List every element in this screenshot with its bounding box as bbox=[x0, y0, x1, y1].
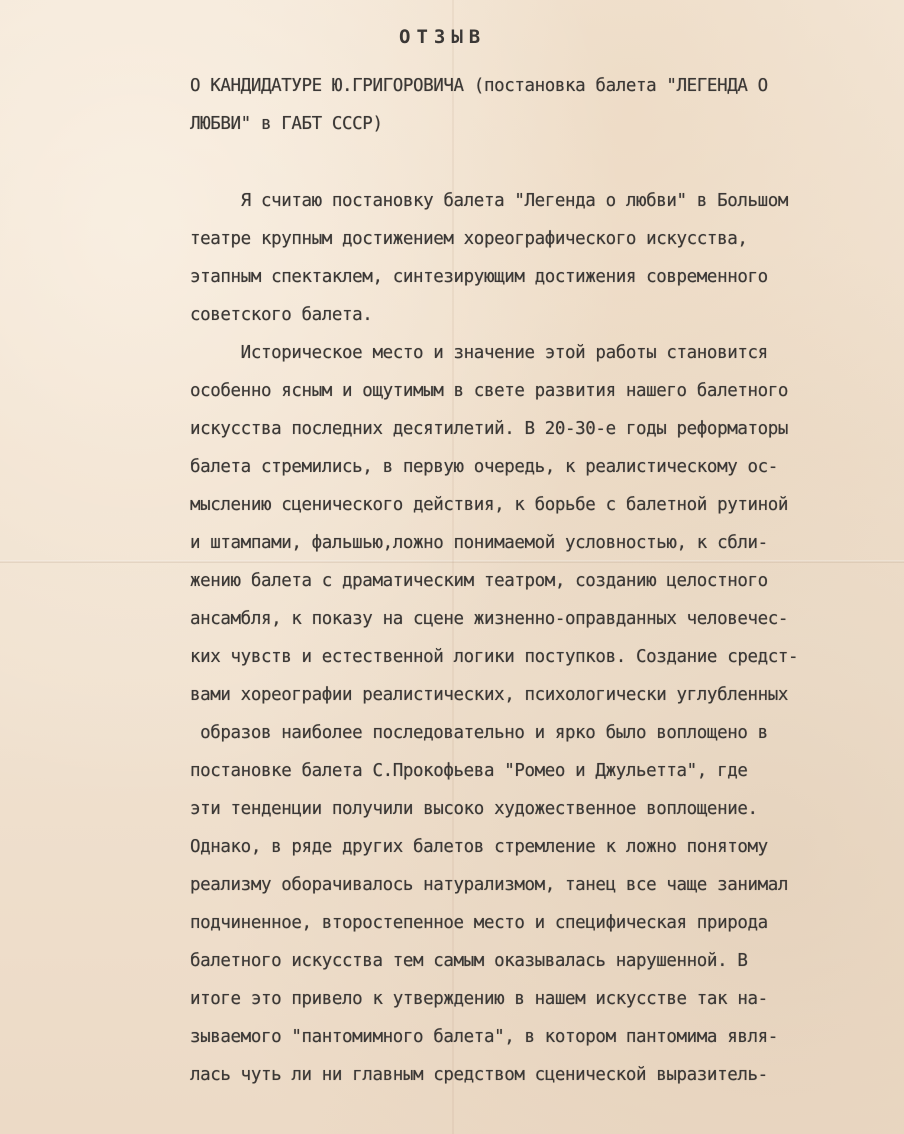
body-line: ких чувств и естественной логики поступков. Создание средст- bbox=[190, 647, 799, 667]
body-line: подчиненное, второстепенное место и специфическая природа bbox=[190, 913, 768, 933]
document-heading: ОТЗЫВ bbox=[399, 26, 487, 48]
body-line: особенно ясным и ощутимым в свете развития нашего балетного bbox=[190, 381, 789, 401]
subject-line: О КАНДИДАТУРЕ Ю.ГРИГОРОВИЧА (постановка балета "ЛЕГЕНДА О bbox=[190, 76, 768, 96]
body-line: искусства последних десятилетий. В 20-30-е годы реформаторы bbox=[190, 419, 789, 439]
body-line: жению балета с драматическим театром, созданию целостного bbox=[190, 571, 768, 591]
body-line: зываемого "пантомимного балета", в котором пантомима явля- bbox=[190, 1027, 778, 1047]
body-line: реализму оборачивалось натурализмом, танец все чаще занимал bbox=[190, 875, 789, 895]
body-line: Однако, в ряде других балетов стремление к ложно понятому bbox=[190, 837, 768, 857]
body-line: Я считаю постановку балета "Легенда о любви" в Большом bbox=[190, 191, 789, 211]
body-line: итоге это привело к утверждению в нашем искусстве так на- bbox=[190, 989, 768, 1009]
body-line: образов наиболее последовательно и ярко было воплощено в bbox=[190, 723, 768, 743]
body-line: ансамбля, к показу на сцене жизненно-оправданных человечес- bbox=[190, 609, 789, 629]
body-line: Историческое место и значение этой работы становится bbox=[190, 343, 768, 363]
body-line: балета стремились, в первую очередь, к реалистическому ос- bbox=[190, 457, 778, 477]
body-line: балетного искусства тем самым оказывалась нарушенной. В bbox=[190, 951, 748, 971]
subject-line: ЛЮБВИ" в ГАБТ СССР) bbox=[190, 114, 383, 134]
body-line: советского балета. bbox=[190, 305, 373, 325]
body-line: вами хореографии реалистических, психологически углубленных bbox=[190, 685, 789, 705]
body-line: и штампами, фальшью,ложно понимаемой условностью, к сбли- bbox=[190, 533, 768, 553]
body-line: эти тенденции получили высоко художественное воплощение. bbox=[190, 799, 758, 819]
body-line: театре крупным достижением хореографического искусства, bbox=[190, 229, 748, 249]
body-line: мыслению сценического действия, к борьбе с балетной рутиной bbox=[190, 495, 789, 515]
body-line: лась чуть ли ни главным средством сценической выразитель- bbox=[190, 1065, 768, 1085]
body-line: этапным спектаклем, синтезирующим достижения современного bbox=[190, 267, 768, 287]
body-line: постановке балета С.Прокофьева "Ромео и Джульетта", где bbox=[190, 761, 748, 781]
